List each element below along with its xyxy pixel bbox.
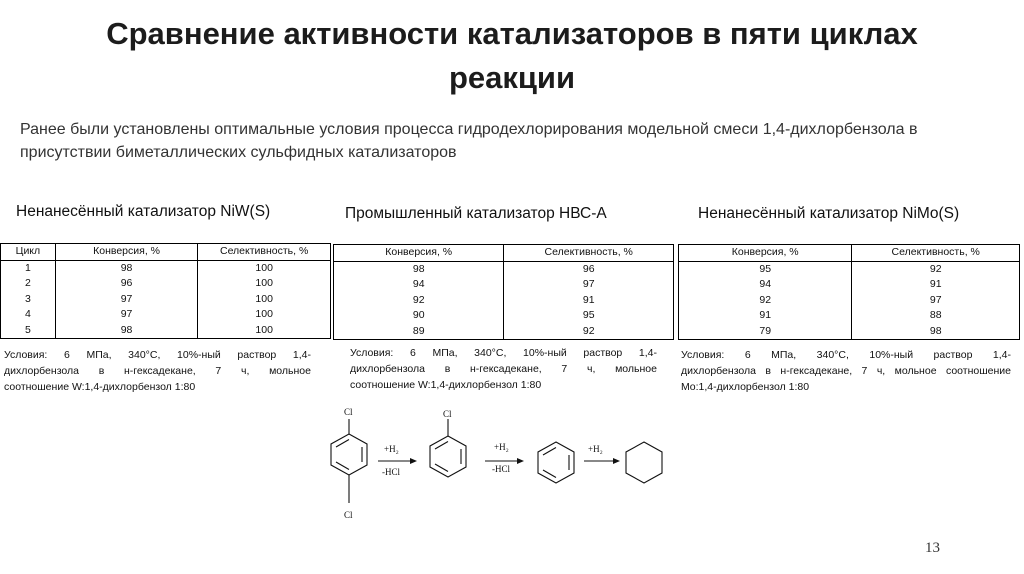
table-cell: 90: [334, 308, 504, 324]
catalyst-nimo-conditions: [681, 347, 1011, 395]
catalyst-nimo-table: [678, 244, 1020, 340]
table-cell: 5: [1, 323, 56, 339]
table-cell: 94: [679, 277, 852, 293]
table-cell: 97: [504, 277, 674, 293]
table-cell: 98: [55, 323, 197, 339]
catalyst-hbc-table: [333, 244, 674, 340]
arrow-1-top-label: +H₂: [384, 444, 399, 454]
table-cell: 95: [679, 261, 852, 277]
column-header: Цикл: [1, 244, 56, 261]
table-cell: 91: [852, 277, 1020, 293]
table-cell: 96: [55, 276, 197, 292]
dichlorobenzene-molecule: [331, 419, 367, 503]
slide-title: Сравнение активности катализаторов в пяти циклах реакции: [106, 16, 918, 95]
arrow-2-bottom-label: -HCl: [492, 464, 510, 474]
column-header: Селективность, %: [504, 245, 674, 262]
conditions-line: Условия: 6 МПа, 340°С, 10%-ный раствор 1,4-: [350, 347, 657, 359]
table-header: [1, 244, 331, 261]
catalyst-niw-table: [0, 243, 331, 339]
chlorine-label: Cl: [443, 409, 452, 419]
table-cell: 98: [852, 324, 1020, 340]
chlorobenzene-molecule: [430, 419, 466, 477]
table-row: [679, 293, 1020, 309]
table-row: [1, 307, 331, 323]
table-row: [679, 324, 1020, 340]
benzene-molecule: [538, 442, 574, 483]
table-header: [679, 245, 1020, 262]
table-cell: 97: [55, 307, 197, 323]
table-cell: 4: [1, 307, 56, 323]
table-cell: 92: [679, 293, 852, 309]
table-row: [1, 260, 331, 276]
column-header: Селективность, %: [198, 244, 331, 261]
table-cell: 98: [334, 261, 504, 277]
table-cell: 88: [852, 308, 1020, 324]
table-cell: 92: [852, 261, 1020, 277]
conditions-line: Условия: 6 МПа, 340°С, 10%-ный раствор 1,4-: [681, 349, 1011, 361]
conditions-line: соотношение W:1,4-дихлорбензол 1:80: [350, 379, 542, 391]
table-cell: 97: [55, 292, 197, 308]
table-cell: 100: [198, 292, 331, 308]
arrow-3-top-label: +H₂: [588, 444, 603, 454]
table-header: [334, 245, 674, 262]
catalyst-niw-heading: Ненанесённый катализатор NiW(S): [16, 203, 271, 220]
chlorine-label: Cl: [344, 407, 353, 417]
reaction-scheme: [320, 405, 700, 525]
arrow-1-bottom-label: -HCl: [382, 467, 400, 477]
table-row: [334, 324, 674, 340]
table-row: [679, 261, 1020, 277]
catalyst-nimo-heading: Ненанесённый катализатор NiMo(S): [698, 205, 960, 222]
catalyst-hbc-heading: Промышленный катализатор НВС-А: [345, 205, 607, 222]
conditions-line: дихлорбензола в н-гексадекане, 7 ч, мольное: [350, 363, 657, 375]
table-cell: 3: [1, 292, 56, 308]
intro-text: Ранее были установлены оптимальные условия процесса гидродехлорирования модельной смеси 1,4-дихлорбензола в присутствии биметаллических сульфидных катализаторов: [20, 121, 918, 161]
table-cell: 100: [198, 323, 331, 339]
table-row: [334, 293, 674, 309]
table-row: [679, 277, 1020, 293]
table-cell: 1: [1, 260, 56, 276]
table-cell: 91: [679, 308, 852, 324]
column-header: Конверсия, %: [334, 245, 504, 262]
table-cell: 96: [504, 261, 674, 277]
table-row: [334, 261, 674, 277]
table-cell: 100: [198, 307, 331, 323]
table-cell: 94: [334, 277, 504, 293]
conditions-line: соотношение W:1,4-дихлорбензол 1:80: [4, 381, 196, 393]
chlorine-label: Cl: [344, 510, 353, 520]
conditions-line: Mo:1,4-дихлорбензол 1:80: [681, 381, 810, 393]
table-cell: 98: [55, 260, 197, 276]
conditions-line: дихлорбензола в н-гексадекане, 7 ч, мольное соотношение: [681, 365, 1011, 377]
conditions-line: Условия: 6 МПа, 340°С, 10%-ный раствор 1,4-: [4, 349, 311, 361]
table-row: [334, 308, 674, 324]
table-cell: 95: [504, 308, 674, 324]
catalyst-niw-conditions: [4, 347, 311, 395]
table-row: [1, 276, 331, 292]
table-row: [679, 308, 1020, 324]
page-number: 13: [925, 540, 940, 556]
table-cell: 100: [198, 276, 331, 292]
table-cell: 79: [679, 324, 852, 340]
table-cell: 2: [1, 276, 56, 292]
table-cell: 89: [334, 324, 504, 340]
column-header: Конверсия, %: [55, 244, 197, 261]
table-cell: 92: [504, 324, 674, 340]
table-cell: 100: [198, 260, 331, 276]
catalyst-hbc-conditions: [350, 345, 657, 393]
arrow-2-top-label: +H₂: [494, 442, 509, 452]
table-cell: 92: [334, 293, 504, 309]
table-row: [1, 323, 331, 339]
table-cell: 91: [504, 293, 674, 309]
table-row: [1, 292, 331, 308]
table-row: [334, 277, 674, 293]
column-header: Селективность, %: [852, 245, 1020, 262]
conditions-line: дихлорбензола в н-гексадекане, 7 ч, мольное: [4, 365, 311, 377]
column-header: Конверсия, %: [679, 245, 852, 262]
table-cell: 97: [852, 293, 1020, 309]
cyclohexane-molecule: [626, 442, 662, 483]
